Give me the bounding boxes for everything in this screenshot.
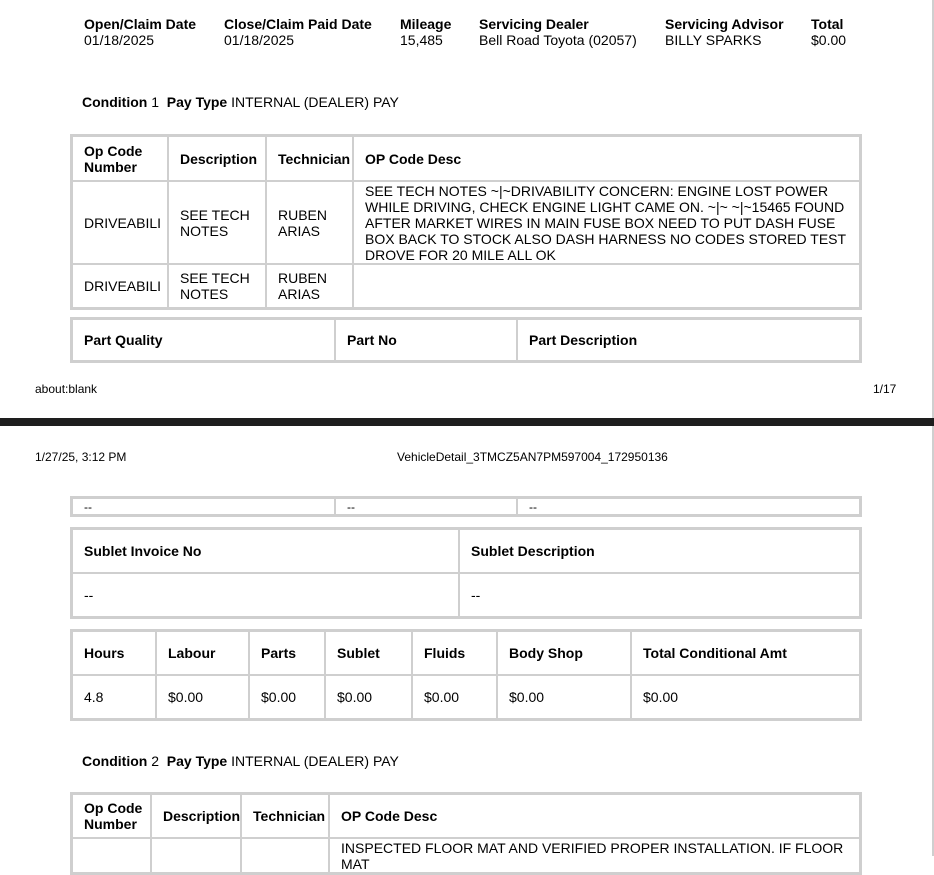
hours-cell: 4.8 — [72, 675, 156, 719]
advisor-label: Servicing Advisor — [665, 16, 784, 32]
total-value: $0.00 — [811, 32, 847, 48]
sublet-table — [70, 527, 862, 619]
totals-table — [70, 629, 862, 721]
total-conditional-header: Total Conditional Amt — [631, 631, 860, 675]
op-code-header: Op Code Number — [72, 794, 151, 838]
op-desc-header: OP Code Desc — [353, 136, 860, 181]
open-date-value: 01/18/2025 — [84, 32, 155, 48]
hours-header: Hours — [72, 631, 156, 675]
part-no-header: Part No — [335, 319, 517, 361]
op-desc-cell: SEE TECH NOTES ~|~DRIVABILITY CONCERN: ENGINE LOST POWER WHILE DRIVING, CHECK ENGINE LIGHT CAME ON. ~|~ ~|~15465 FOUND AFTER MARKET WIRES IN MAIN FUSE BOX NEED TO PUT DASH FUSE BOX BACK TO STOCK ALSO DASH HARNESS NO CODES STORED TEST DROVE FOR 20 MILE ALL OK — [353, 181, 860, 264]
advisor-value: BILLY SPARKS — [665, 32, 762, 48]
table-row — [72, 498, 860, 515]
mileage-label: Mileage — [400, 16, 452, 32]
op-code-table-1 — [70, 134, 862, 310]
technician-cell: RUBEN ARIAS — [266, 264, 353, 308]
pay-type-label: Pay Type — [166, 753, 228, 769]
op-desc-cell — [353, 264, 860, 308]
footer-url: about:blank — [35, 382, 98, 396]
dealer-label: Servicing Dealer — [479, 16, 589, 32]
pay-type-value: INTERNAL (DEALER) PAY — [231, 94, 399, 110]
total-label: Total — [811, 16, 844, 32]
description-header: Description — [168, 136, 266, 181]
table-row — [72, 181, 860, 264]
table-row — [72, 264, 860, 308]
condition-number: 2 — [151, 753, 159, 769]
description-cell: SEE TECH NOTES — [168, 264, 266, 308]
condition-2-title — [82, 753, 399, 769]
pay-type-value: INTERNAL (DEALER) PAY — [231, 753, 399, 769]
sublet-cell: $0.00 — [325, 675, 412, 719]
op-desc-cell: INSPECTED FLOOR MAT AND VERIFIED PROPER INSTALLATION. IF FLOOR MAT — [329, 838, 860, 873]
condition-number: 1 — [151, 94, 159, 110]
table-row — [72, 675, 860, 719]
close-date-label: Close/Claim Paid Date — [224, 16, 372, 32]
labour-cell: $0.00 — [156, 675, 249, 719]
sublet-description-header: Sublet Description — [459, 529, 860, 573]
condition-1-title — [82, 94, 399, 110]
fluids-header: Fluids — [412, 631, 497, 675]
header-doc-title: VehicleDetail_3TMCZ5AN7PM597004_172950136 — [397, 450, 668, 464]
labour-header: Labour — [156, 631, 249, 675]
dealer-value: Bell Road Toyota (02057) — [479, 32, 637, 48]
parts-table-row — [70, 496, 862, 517]
mileage-value: 15,485 — [400, 32, 443, 48]
part-no-cell: -- — [335, 498, 517, 515]
total-conditional-cell: $0.00 — [631, 675, 860, 719]
technician-cell: RUBEN ARIAS — [266, 181, 353, 264]
condition-label: Condition — [82, 94, 148, 110]
part-quality-header: Part Quality — [72, 319, 335, 361]
op-code-cell: DRIVEABILI — [72, 181, 168, 264]
parts-table-header — [70, 317, 862, 363]
parts-header: Parts — [249, 631, 325, 675]
op-code-header: Op Code Number — [72, 136, 168, 181]
technician-header: Technician — [241, 794, 329, 838]
page-break-divider — [0, 418, 934, 426]
condition-label: Condition — [82, 753, 148, 769]
table-row — [72, 573, 860, 617]
part-description-cell: -- — [517, 498, 860, 515]
op-code-cell: DRIVEABILI — [72, 264, 168, 308]
open-date-label: Open/Claim Date — [84, 16, 197, 32]
body-shop-cell: $0.00 — [497, 675, 631, 719]
technician-header: Technician — [266, 136, 353, 181]
close-date-value: 01/18/2025 — [224, 32, 295, 48]
fluids-cell: $0.00 — [412, 675, 497, 719]
sublet-invoice-header: Sublet Invoice No — [72, 529, 459, 573]
pay-type-label: Pay Type — [166, 94, 228, 110]
part-quality-cell: -- — [72, 498, 335, 515]
description-cell: SEE TECH NOTES — [168, 181, 266, 264]
sublet-invoice-cell: -- — [72, 573, 459, 617]
sublet-description-cell: -- — [459, 573, 860, 617]
footer-page-number: 1/17 — [873, 382, 897, 396]
sublet-header: Sublet — [325, 631, 412, 675]
op-desc-header: OP Code Desc — [329, 794, 860, 838]
header-datetime: 1/27/25, 3:12 PM — [35, 450, 127, 464]
part-description-header: Part Description — [517, 319, 860, 361]
parts-cell: $0.00 — [249, 675, 325, 719]
description-header: Description — [151, 794, 241, 838]
body-shop-header: Body Shop — [497, 631, 631, 675]
op-code-table-2 — [70, 792, 862, 875]
